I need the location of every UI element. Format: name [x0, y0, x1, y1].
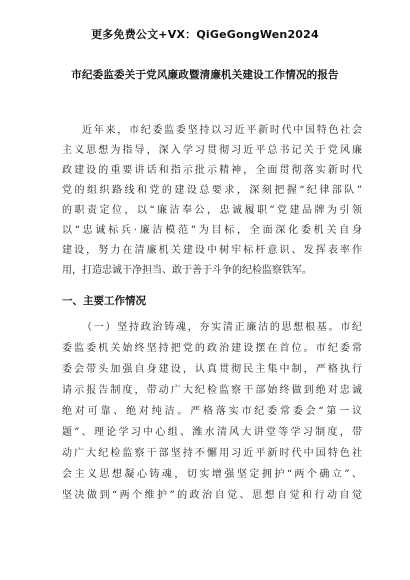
paragraph-line: 题”、理论学习中心组、潍水清风大讲堂等学习制度，带	[62, 427, 362, 438]
paragraph-line: 委会带头加强自身建设，认真贯彻民主集中制，严格执行	[62, 364, 362, 375]
paragraph-line: 会主义思想凝心铸魂，切实增强坚定拥护“两个确立”、	[62, 469, 362, 480]
paragraph-line: （一）坚持政治铸魂，夯实清正廉洁的思想根基。市纪	[82, 322, 362, 333]
paragraph-line: 党的组织路线和党的建设总要求，深刻把握“纪律部队”	[62, 185, 362, 196]
paragraph-line: 委监委机关始终坚持把党的政治建设摆在首位。市纪委常	[62, 343, 362, 354]
paragraph-line: 政建设的重要讲话和指示批示精神，全面贯彻落实新时代	[62, 165, 362, 176]
promo-banner: 更多免费公文+VX：QiGeGongWen2024	[91, 28, 319, 41]
paragraph-line: 绝对可靠、绝对纯洁。严格落实市纪委常委会“第一议	[62, 406, 362, 417]
paragraph-line: 用，打造忠诚干净担当、敢于善于斗争的纪检监察铁军。	[62, 265, 312, 276]
paragraph-line: 以“忠诚标兵·廉洁模范”为目标，全面深化委机关自身	[62, 225, 362, 236]
paragraph-line: 近年来，市纪委监委坚持以习近平新时代中国特色社会	[82, 125, 362, 136]
paragraph-line: 动广大纪检监察干部坚持不懈用习近平新时代中国特色社	[62, 448, 362, 459]
paragraph-line: 主义思想为指导，深入学习贯彻习近平总书记关于党风廉	[62, 145, 362, 156]
paragraph-line: 请示报告制度，带动广大纪检监察干部始终做到绝对忠诚	[62, 385, 362, 396]
document-title: 市纪委监委关于党风廉政暨清廉机关建设工作情况的报告	[71, 69, 339, 81]
paragraph-line: 的职责定位，以“廉洁奉公，忠诚履职”党建品牌为引领	[62, 205, 362, 216]
paragraph-line: 建设，努力在清廉机关建设中树牢标杆意识、发挥表率作	[62, 245, 362, 256]
paragraph-line: 坚决做到“两个维护”的政治自觉、思想自觉和行动自觉	[62, 490, 362, 501]
section-heading: 一、主要工作情况	[62, 295, 146, 307]
